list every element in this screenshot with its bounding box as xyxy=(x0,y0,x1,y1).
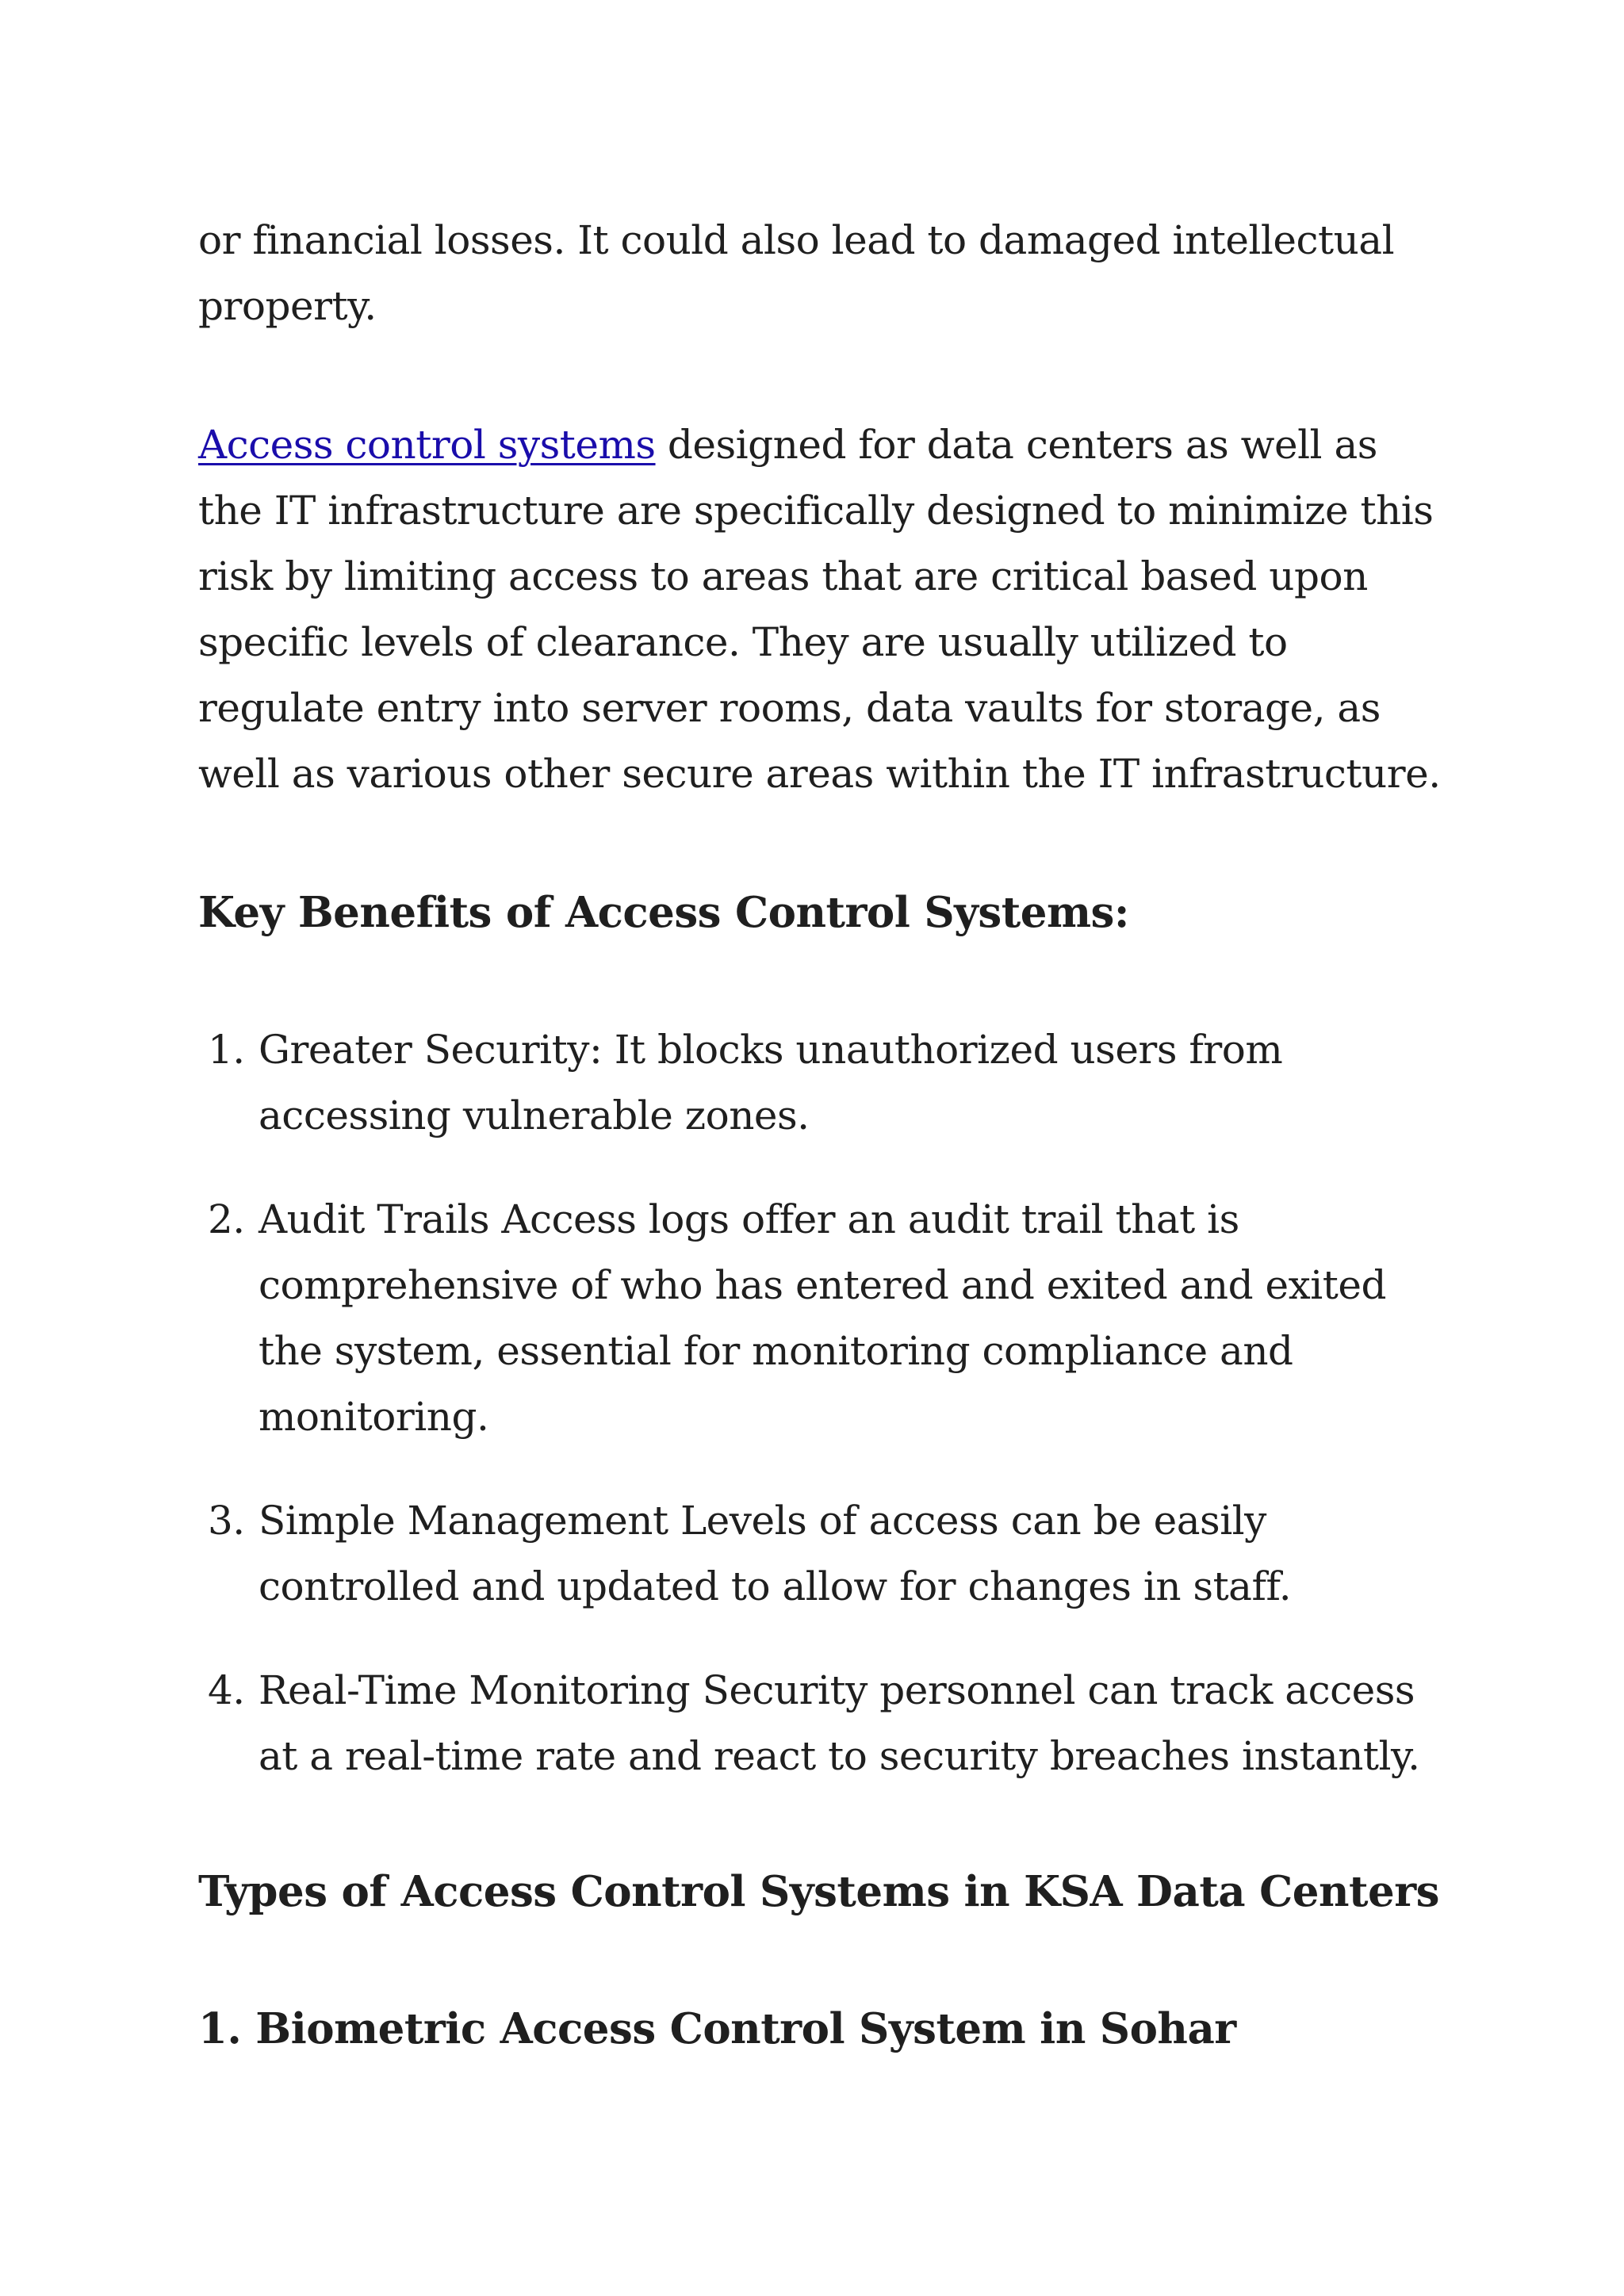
intro-paragraph-text: designed for data centers as well as the IT infrastructure are specifically designed to minimize this risk by limiting access to areas that are critical based upon specific levels of clearance. They are usually utilized to regulate entry into server rooms, data vaults for storage, as well as various other secure areas within the IT infrastructure. xyxy=(198,422,1441,797)
types-heading: Types of Access Control Systems in KSA Data Centers xyxy=(198,1867,1439,1916)
list-item-number: 3. xyxy=(208,1498,245,1544)
list-item-text: Real-Time Monitoring Security personnel can track access at a real-time rate and react to security breaches instantly. xyxy=(259,1667,1420,1779)
list-item-text: Simple Management Levels of access can be easily controlled and updated to allow for changes in staff. xyxy=(259,1498,1292,1609)
list-item-number: 2. xyxy=(208,1196,245,1242)
list-item xyxy=(198,1488,1451,1620)
continuation-paragraph: or financial losses. It could also lead to damaged intellectual property. xyxy=(198,217,1395,329)
list-item-number: 1. xyxy=(208,1027,245,1073)
access-control-systems-link[interactable]: Access control systems xyxy=(198,422,656,468)
list-item-text: Greater Security: It blocks unauthorized users from accessing vulnerable zones. xyxy=(259,1027,1283,1138)
list-item xyxy=(198,1658,1451,1789)
biometric-subheading: 1. Biometric Access Control System in Sohar xyxy=(198,2004,1236,2053)
benefits-heading: Key Benefits of Access Control Systems: xyxy=(198,888,1129,937)
list-item-number: 4. xyxy=(208,1667,245,1713)
article-body xyxy=(198,208,1451,2062)
list-item-text: Audit Trails Access logs offer an audit trail that is comprehensive of who has entered and exited and exited the system, essential for monitoring compliance and monitoring. xyxy=(259,1196,1386,1440)
benefits-list xyxy=(198,1017,1451,1789)
list-item xyxy=(198,1187,1451,1450)
list-item xyxy=(198,1017,1451,1149)
intro-paragraph xyxy=(198,412,1451,807)
